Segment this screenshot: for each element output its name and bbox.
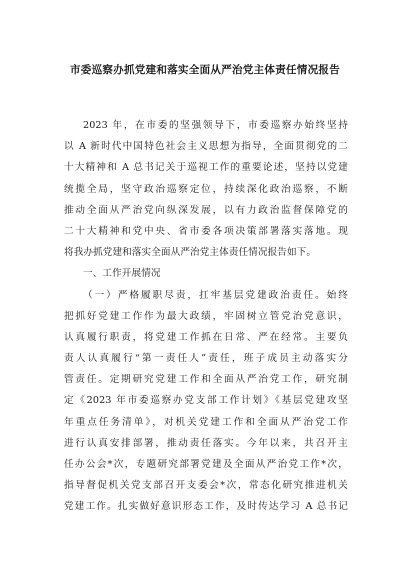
body-line: 一、工作开展情况 bbox=[83, 268, 161, 280]
body-line: 任办公会*次，专题研究部署党建及全面从严治党工作*次， bbox=[64, 459, 348, 470]
body-line: 把抓好党建工作作为最大政绩，牢固树立管党治党意识， bbox=[64, 310, 348, 322]
body-line: 认真履行职责，将党建工作抓在日常、严在经常。主要负 bbox=[64, 331, 348, 343]
body-line: 进行认真安排部署，推动责任落实。今年以来，共召开主 bbox=[64, 437, 348, 449]
body-line: 管责任。定期研究党建工作和全面从严治党工作，研究制 bbox=[64, 374, 348, 386]
body-line: 二十大精神和党中央、省市委各项决策部署落实落地。现 bbox=[64, 225, 348, 237]
body-line: （一）严格履职尽责，扛牢基层党建政治责任。始终 bbox=[83, 289, 348, 301]
body-line: 指导督促机关党支部召开支委会*次，常态化研究推进机关 bbox=[64, 480, 348, 492]
document-body bbox=[64, 115, 348, 518]
body-line: 党建工作。扎实做好意识形态工作，及时传达学习 A 总书记 bbox=[64, 501, 348, 513]
document-title: 市委巡察办抓党建和落实全面从严治党主体责任情况报告 bbox=[70, 64, 340, 76]
body-line: 2023 年，在市委的坚强领导下，市委巡察办始终坚持 bbox=[83, 120, 348, 131]
body-line: 责人认真履行“第一责任人”责任，班子成员主动落实分 bbox=[64, 353, 348, 365]
body-line: 以 A 新时代中国特色社会主义思想为指导，全面贯彻党的二 bbox=[64, 141, 348, 153]
body-line: 统揽全局，坚守政治巡察定位，持续深化政治巡察，不断 bbox=[64, 183, 348, 195]
body-line: 十大精神和 A 总书记关于巡视工作的重要论述，坚持以党建 bbox=[64, 162, 348, 174]
body-line: 将我办抓党建和落实全面从严治党主体责任情况报告如下。 bbox=[64, 247, 317, 259]
body-line: 年重点任务清单》，对机关党建工作和全面从严治党工作 bbox=[64, 416, 348, 428]
body-line: 定《2023 年市委巡察办党支部工作计划》《基层党建攻坚 bbox=[64, 395, 348, 407]
body-line: 推动全面从严治党向纵深发展，以有力政治监督保障党的 bbox=[64, 204, 348, 216]
